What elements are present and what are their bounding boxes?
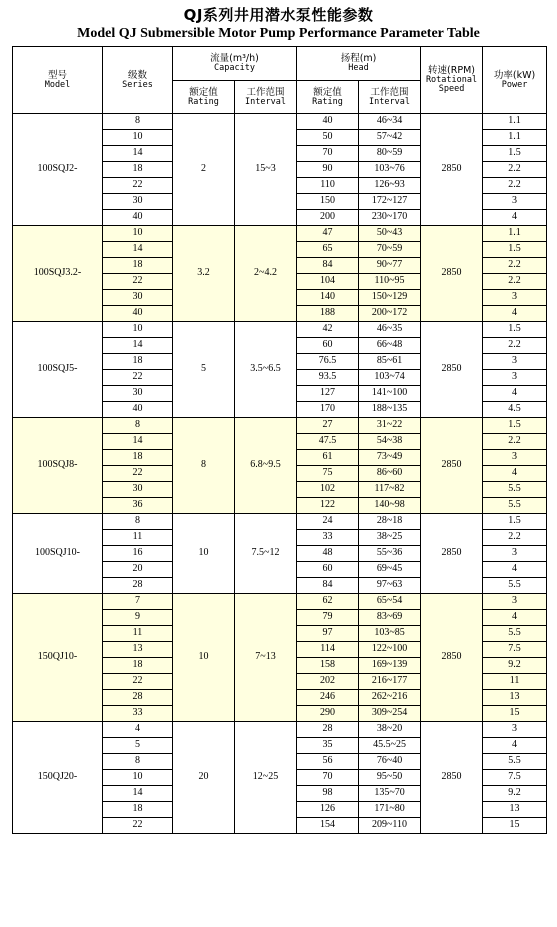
series-cell: 30 [103, 194, 173, 210]
model-cell: 100SQJ5- [13, 322, 103, 418]
head-interval-cell: 103~74 [359, 370, 421, 386]
series-cell: 18 [103, 354, 173, 370]
series-cell: 40 [103, 210, 173, 226]
head-rating-cell: 79 [297, 610, 359, 626]
head-interval-cell: 216~177 [359, 674, 421, 690]
capacity-rating-cell: 10 [173, 514, 235, 594]
head-rating-cell: 200 [297, 210, 359, 226]
power-cell: 2.2 [483, 338, 547, 354]
head-rating-cell: 75 [297, 466, 359, 482]
table-row [13, 226, 547, 242]
head-interval-cell: 76~40 [359, 754, 421, 770]
power-cell: 1.5 [483, 322, 547, 338]
speed-cell: 2850 [421, 722, 483, 834]
series-cell: 8 [103, 114, 173, 130]
power-cell: 5.5 [483, 754, 547, 770]
series-cell: 7 [103, 594, 173, 610]
series-cell: 10 [103, 226, 173, 242]
power-cell: 3 [483, 450, 547, 466]
capacity-rating-cell: 2 [173, 114, 235, 226]
head-interval-cell: 172~127 [359, 194, 421, 210]
head-interval-cell: 188~135 [359, 402, 421, 418]
power-cell: 15 [483, 706, 547, 722]
head-interval-cell: 65~54 [359, 594, 421, 610]
series-cell: 9 [103, 610, 173, 626]
head-rating-cell: 47 [297, 226, 359, 242]
head-rating-cell: 140 [297, 290, 359, 306]
head-rating-cell: 42 [297, 322, 359, 338]
capacity-rating-cell: 3.2 [173, 226, 235, 322]
capacity-interval-cell: 6.8~9.5 [235, 418, 297, 514]
series-cell: 18 [103, 802, 173, 818]
head-interval-cell: 69~45 [359, 562, 421, 578]
capacity-interval-cell: 7.5~12 [235, 514, 297, 594]
head-interval-cell: 83~69 [359, 610, 421, 626]
header-model: 型号 Model [13, 47, 103, 114]
head-interval-cell: 66~48 [359, 338, 421, 354]
head-interval-cell: 169~139 [359, 658, 421, 674]
capacity-interval-cell: 7~13 [235, 594, 297, 722]
head-rating-cell: 93.5 [297, 370, 359, 386]
series-cell: 30 [103, 290, 173, 306]
table-row [13, 418, 547, 434]
head-interval-cell: 38~20 [359, 722, 421, 738]
power-cell: 5.5 [483, 626, 547, 642]
performance-table [12, 46, 547, 834]
head-interval-cell: 70~59 [359, 242, 421, 258]
head-interval-cell: 171~80 [359, 802, 421, 818]
head-rating-cell: 28 [297, 722, 359, 738]
power-cell: 3 [483, 594, 547, 610]
power-cell: 11 [483, 674, 547, 690]
speed-cell: 2850 [421, 594, 483, 722]
series-cell: 18 [103, 258, 173, 274]
model-cell: 150QJ20- [13, 722, 103, 834]
head-rating-cell: 104 [297, 274, 359, 290]
series-cell: 11 [103, 530, 173, 546]
series-cell: 22 [103, 274, 173, 290]
power-cell: 1.1 [483, 226, 547, 242]
head-rating-cell: 61 [297, 450, 359, 466]
head-interval-cell: 150~129 [359, 290, 421, 306]
power-cell: 3 [483, 290, 547, 306]
capacity-rating-cell: 20 [173, 722, 235, 834]
header-power: 功率(kW) Power [483, 47, 547, 114]
power-cell: 4 [483, 610, 547, 626]
head-rating-cell: 126 [297, 802, 359, 818]
series-cell: 22 [103, 466, 173, 482]
power-cell: 13 [483, 802, 547, 818]
series-cell: 40 [103, 402, 173, 418]
head-interval-cell: 28~18 [359, 514, 421, 530]
head-interval-cell: 200~172 [359, 306, 421, 322]
series-cell: 30 [103, 482, 173, 498]
power-cell: 1.5 [483, 418, 547, 434]
capacity-rating-cell: 8 [173, 418, 235, 514]
head-rating-cell: 84 [297, 578, 359, 594]
header-capacity-rating: 额定值 Rating [173, 81, 235, 114]
power-cell: 4 [483, 306, 547, 322]
head-rating-cell: 290 [297, 706, 359, 722]
series-cell: 10 [103, 770, 173, 786]
power-cell: 4 [483, 562, 547, 578]
head-rating-cell: 98 [297, 786, 359, 802]
speed-cell: 2850 [421, 322, 483, 418]
power-cell: 3 [483, 370, 547, 386]
series-cell: 33 [103, 706, 173, 722]
header-head: 扬程(m) Head [297, 47, 421, 81]
model-cell: 100SQJ8- [13, 418, 103, 514]
head-rating-cell: 154 [297, 818, 359, 834]
power-cell: 1.1 [483, 114, 547, 130]
page-title-english: Model QJ Submersible Motor Pump Performance Parameter Table [77, 26, 480, 41]
speed-cell: 2850 [421, 226, 483, 322]
head-rating-cell: 122 [297, 498, 359, 514]
series-cell: 22 [103, 674, 173, 690]
power-cell: 9.2 [483, 786, 547, 802]
series-cell: 22 [103, 818, 173, 834]
head-rating-cell: 246 [297, 690, 359, 706]
head-rating-cell: 97 [297, 626, 359, 642]
head-rating-cell: 84 [297, 258, 359, 274]
head-interval-cell: 73~49 [359, 450, 421, 466]
power-cell: 1.5 [483, 514, 547, 530]
head-interval-cell: 309~254 [359, 706, 421, 722]
table-row [13, 594, 547, 610]
head-interval-cell: 54~38 [359, 434, 421, 450]
head-interval-cell: 97~63 [359, 578, 421, 594]
table-row [13, 722, 547, 738]
series-cell: 11 [103, 626, 173, 642]
capacity-rating-cell: 5 [173, 322, 235, 418]
power-cell: 4 [483, 738, 547, 754]
head-rating-cell: 60 [297, 562, 359, 578]
head-rating-cell: 102 [297, 482, 359, 498]
table-row [13, 114, 547, 130]
head-interval-cell: 46~34 [359, 114, 421, 130]
head-rating-cell: 40 [297, 114, 359, 130]
head-rating-cell: 76.5 [297, 354, 359, 370]
series-cell: 14 [103, 242, 173, 258]
series-cell: 40 [103, 306, 173, 322]
power-cell: 4 [483, 386, 547, 402]
series-cell: 10 [103, 130, 173, 146]
model-cell: 100SQJ10- [13, 514, 103, 594]
series-cell: 13 [103, 642, 173, 658]
series-cell: 18 [103, 162, 173, 178]
head-interval-cell: 103~85 [359, 626, 421, 642]
head-rating-cell: 48 [297, 546, 359, 562]
speed-cell: 2850 [421, 418, 483, 514]
head-rating-cell: 158 [297, 658, 359, 674]
series-cell: 8 [103, 754, 173, 770]
capacity-interval-cell: 3.5~6.5 [235, 322, 297, 418]
head-interval-cell: 117~82 [359, 482, 421, 498]
series-cell: 30 [103, 386, 173, 402]
power-cell: 3 [483, 546, 547, 562]
power-cell: 2.2 [483, 530, 547, 546]
power-cell: 13 [483, 690, 547, 706]
head-rating-cell: 65 [297, 242, 359, 258]
series-cell: 14 [103, 434, 173, 450]
power-cell: 2.2 [483, 434, 547, 450]
head-rating-cell: 50 [297, 130, 359, 146]
head-interval-cell: 103~76 [359, 162, 421, 178]
power-cell: 2.2 [483, 178, 547, 194]
capacity-interval-cell: 2~4.2 [235, 226, 297, 322]
power-cell: 3 [483, 722, 547, 738]
head-interval-cell: 95~50 [359, 770, 421, 786]
head-interval-cell: 110~95 [359, 274, 421, 290]
head-rating-cell: 24 [297, 514, 359, 530]
power-cell: 3 [483, 194, 547, 210]
head-rating-cell: 70 [297, 146, 359, 162]
head-interval-cell: 90~77 [359, 258, 421, 274]
head-rating-cell: 33 [297, 530, 359, 546]
series-cell: 10 [103, 322, 173, 338]
head-rating-cell: 27 [297, 418, 359, 434]
head-interval-cell: 45.5~25 [359, 738, 421, 754]
head-interval-cell: 86~60 [359, 466, 421, 482]
series-cell: 20 [103, 562, 173, 578]
head-rating-cell: 150 [297, 194, 359, 210]
head-interval-cell: 141~100 [359, 386, 421, 402]
table-row [13, 514, 547, 530]
series-cell: 22 [103, 178, 173, 194]
power-cell: 2.2 [483, 162, 547, 178]
series-cell: 14 [103, 338, 173, 354]
head-interval-cell: 135~70 [359, 786, 421, 802]
head-rating-cell: 70 [297, 770, 359, 786]
table-header [13, 47, 547, 114]
header-capacity-interval: 工作范围 Interval [235, 81, 297, 114]
table-row [13, 322, 547, 338]
head-interval-cell: 55~36 [359, 546, 421, 562]
capacity-interval-cell: 15~3 [235, 114, 297, 226]
series-cell: 8 [103, 514, 173, 530]
power-cell: 7.5 [483, 770, 547, 786]
power-cell: 2.2 [483, 274, 547, 290]
power-cell: 2.2 [483, 258, 547, 274]
series-cell: 16 [103, 546, 173, 562]
head-interval-cell: 50~43 [359, 226, 421, 242]
series-cell: 5 [103, 738, 173, 754]
head-rating-cell: 90 [297, 162, 359, 178]
head-rating-cell: 202 [297, 674, 359, 690]
speed-cell: 2850 [421, 114, 483, 226]
series-cell: 28 [103, 578, 173, 594]
power-cell: 4 [483, 466, 547, 482]
header-capacity: 流量(m³/h) Capacity [173, 47, 297, 81]
model-cell: 100SQJ2- [13, 114, 103, 226]
header-head-interval: 工作范围 Interval [359, 81, 421, 114]
series-cell: 18 [103, 450, 173, 466]
power-cell: 4 [483, 210, 547, 226]
power-cell: 7.5 [483, 642, 547, 658]
head-interval-cell: 80~59 [359, 146, 421, 162]
head-rating-cell: 114 [297, 642, 359, 658]
power-cell: 1.1 [483, 130, 547, 146]
head-interval-cell: 209~110 [359, 818, 421, 834]
head-interval-cell: 38~25 [359, 530, 421, 546]
power-cell: 4.5 [483, 402, 547, 418]
head-rating-cell: 127 [297, 386, 359, 402]
head-rating-cell: 60 [297, 338, 359, 354]
head-interval-cell: 230~170 [359, 210, 421, 226]
head-rating-cell: 35 [297, 738, 359, 754]
head-interval-cell: 262~216 [359, 690, 421, 706]
power-cell: 3 [483, 354, 547, 370]
series-cell: 14 [103, 786, 173, 802]
head-interval-cell: 85~61 [359, 354, 421, 370]
header-speed: 转速(RPM) Rotational Speed [421, 47, 483, 114]
head-rating-cell: 47.5 [297, 434, 359, 450]
head-interval-cell: 46~35 [359, 322, 421, 338]
series-cell: 28 [103, 690, 173, 706]
speed-cell: 2850 [421, 514, 483, 594]
header-series: 级数 Series [103, 47, 173, 114]
capacity-interval-cell: 12~25 [235, 722, 297, 834]
head-interval-cell: 126~93 [359, 178, 421, 194]
power-cell: 5.5 [483, 578, 547, 594]
head-interval-cell: 122~100 [359, 642, 421, 658]
power-cell: 5.5 [483, 482, 547, 498]
series-cell: 8 [103, 418, 173, 434]
head-rating-cell: 62 [297, 594, 359, 610]
series-cell: 22 [103, 370, 173, 386]
power-cell: 15 [483, 818, 547, 834]
power-cell: 9.2 [483, 658, 547, 674]
model-cell: 100SQJ3.2- [13, 226, 103, 322]
power-cell: 1.5 [483, 146, 547, 162]
head-rating-cell: 188 [297, 306, 359, 322]
series-cell: 14 [103, 146, 173, 162]
page-title-chinese: QJ系列井用潜水泵性能参数 [183, 6, 374, 24]
head-interval-cell: 57~42 [359, 130, 421, 146]
table-body [13, 114, 547, 834]
head-rating-cell: 56 [297, 754, 359, 770]
power-cell: 1.5 [483, 242, 547, 258]
power-cell: 5.5 [483, 498, 547, 514]
head-rating-cell: 110 [297, 178, 359, 194]
head-interval-cell: 140~98 [359, 498, 421, 514]
capacity-rating-cell: 10 [173, 594, 235, 722]
series-cell: 18 [103, 658, 173, 674]
series-cell: 36 [103, 498, 173, 514]
head-interval-cell: 31~22 [359, 418, 421, 434]
model-cell: 150QJ10- [13, 594, 103, 722]
head-rating-cell: 170 [297, 402, 359, 418]
series-cell: 4 [103, 722, 173, 738]
header-head-rating: 额定值 Rating [297, 81, 359, 114]
